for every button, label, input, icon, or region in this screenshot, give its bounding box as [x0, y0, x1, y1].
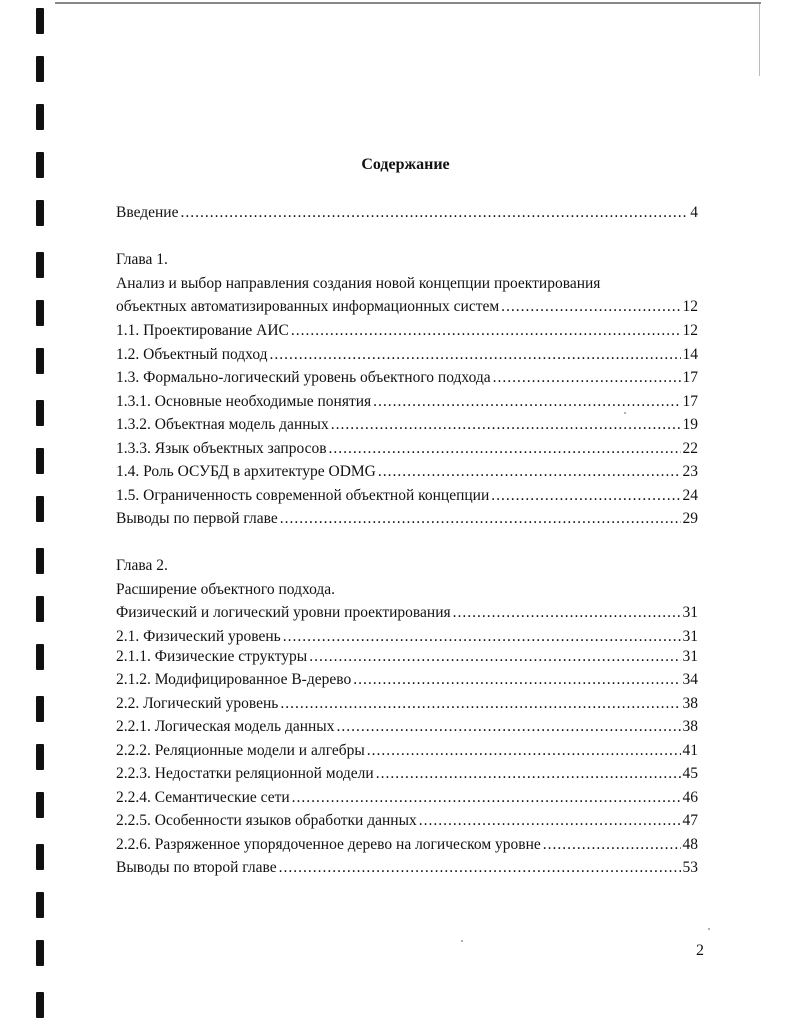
toc-entry-page: 22	[682, 440, 698, 457]
dot-leader	[336, 717, 680, 737]
toc-entry-label: Выводы по первой главе	[116, 510, 278, 527]
toc-entry-label: 1.5. Ограниченность современной объектной концепции	[116, 487, 490, 504]
dot-leader	[331, 415, 681, 435]
dot-leader	[292, 788, 681, 808]
toc-entry-page: 29	[682, 510, 698, 527]
toc-entry	[116, 486, 698, 506]
toc-entry-page: 12	[682, 298, 698, 315]
toc-entry-page: 48	[682, 836, 698, 853]
toc-entry-page: 47	[682, 812, 698, 829]
toc-entry	[116, 741, 698, 761]
dot-leader	[280, 694, 680, 714]
toc-entry-page: 19	[682, 416, 698, 433]
dot-leader	[279, 858, 681, 878]
chapter-1-title-line1: Анализ и выбор направления создания новой концепции проектирования	[116, 275, 601, 292]
toc-entry-label: 1.3.2. Объектная модель данных	[116, 416, 329, 433]
toc-entry-page: 31	[682, 648, 698, 665]
toc-entry	[116, 509, 698, 529]
toc-entry-label: 1.3.3. Язык объектных запросов	[116, 440, 327, 457]
toc-entry-label: объектных автоматизированных информационных систем	[116, 298, 500, 315]
scan-edge-right	[759, 4, 760, 76]
chapter-2-title-line1: Расширение объектного подхода.	[116, 581, 336, 598]
chapter-2-heading: Глава 2.	[116, 557, 168, 574]
dot-leader	[453, 603, 681, 623]
toc-entry-page: 38	[682, 718, 698, 735]
toc-entry-label: 1.2. Объектный подход	[116, 346, 268, 363]
toc-entry-label: 2.2. Логический уровень	[116, 695, 279, 712]
chapter-1-title-line2	[116, 297, 698, 317]
scan-speck	[624, 412, 626, 414]
page-title: Содержание	[361, 156, 450, 173]
scan-speck	[461, 940, 463, 942]
toc-entry	[116, 368, 698, 388]
scan-edge-top	[55, 2, 761, 4]
toc-entry-label: 2.2.5. Особенности языков обработки данных	[116, 812, 417, 829]
dot-leader	[493, 368, 681, 388]
dot-leader	[329, 439, 681, 459]
toc-entry-page: 46	[682, 789, 698, 806]
toc-entry-page: 17	[682, 393, 698, 410]
dot-leader	[353, 670, 680, 690]
dot-leader	[280, 509, 681, 529]
toc-entry-page: 53	[682, 859, 698, 876]
toc-entry	[116, 788, 698, 808]
toc-entry	[116, 858, 698, 878]
toc-entry	[116, 321, 698, 341]
toc-entry	[116, 694, 698, 714]
toc-entry-page: 45	[682, 765, 698, 782]
toc-entry-label: 2.2.3. Недостатки реляционной модели	[116, 765, 374, 782]
toc-entry	[116, 439, 698, 459]
toc-entry-page: 12	[682, 322, 698, 339]
toc-entry-label: 1.3. Формально-логический уровень объектного подхода	[116, 369, 491, 386]
toc-entry-label: 2.1.1. Физические структуры	[116, 648, 308, 665]
toc-entry-label: Выводы по второй главе	[116, 859, 277, 876]
toc-entry	[116, 764, 698, 784]
toc-entry-page: 4	[690, 204, 698, 221]
dot-leader	[270, 345, 681, 365]
toc-entry-page: 38	[682, 695, 698, 712]
dot-leader	[419, 811, 681, 831]
toc-entry-label: 1.4. Роль ОСУБД в архитектуре ODMG	[116, 463, 376, 480]
toc-entry	[116, 627, 698, 647]
toc-entry	[116, 811, 698, 831]
dot-leader	[291, 321, 681, 341]
chapter-2-title-line2	[116, 603, 698, 623]
toc-entry	[116, 647, 698, 667]
toc-entry	[116, 415, 698, 435]
toc-entry	[116, 717, 698, 737]
toc-entry	[116, 670, 698, 690]
dot-leader	[367, 741, 681, 761]
toc-entry-intro	[116, 203, 698, 223]
toc-entry-page: 14	[682, 346, 698, 363]
toc-entry-label: 1.3.1. Основные необходимые понятия	[116, 393, 372, 410]
binding-holes	[34, 0, 48, 1024]
toc-entry-page: 34	[682, 671, 698, 688]
toc-entry	[116, 392, 698, 412]
dot-leader	[491, 486, 680, 506]
toc-entry-label: 1.1. Проектирование АИС	[116, 322, 289, 339]
dot-leader	[543, 835, 681, 855]
toc-entry	[116, 345, 698, 365]
scan-speck	[708, 928, 710, 930]
toc-entry	[116, 835, 698, 855]
toc-entry-label: 2.2.2. Реляционные модели и алгебры	[116, 742, 365, 759]
dot-leader	[180, 203, 688, 223]
toc-entry-page: 17	[682, 369, 698, 386]
toc-entry-label: 2.2.6. Разряженное упорядоченное дерево на логическом уровне	[116, 836, 541, 853]
toc-entry-page: 31	[682, 604, 698, 621]
toc-entry-label: 2.1. Физический уровень	[116, 628, 281, 645]
toc-entry-label: Физический и логический уровни проектирования	[116, 604, 451, 621]
dot-leader	[376, 764, 681, 784]
dot-leader	[501, 297, 680, 317]
page-number: 2	[696, 942, 704, 959]
toc-entry-label: 2.1.2. Модифицированное B-дерево	[116, 671, 352, 688]
toc-entry-label: 2.2.4. Семантические сети	[116, 789, 290, 806]
toc-entry-page: 31	[682, 628, 698, 645]
toc-entry-page: 41	[682, 742, 698, 759]
chapter-1-heading: Глава 1.	[116, 251, 168, 268]
toc-entry	[116, 462, 698, 482]
dot-leader	[283, 627, 681, 647]
dot-leader	[309, 647, 680, 667]
toc-entry-label: Введение	[116, 204, 179, 221]
toc-entry-page: 23	[682, 463, 698, 480]
dot-leader	[373, 392, 680, 412]
toc-entry-label: 2.2.1. Логическая модель данных	[116, 718, 335, 735]
toc-entry-page: 24	[682, 487, 698, 504]
dot-leader	[378, 462, 681, 482]
